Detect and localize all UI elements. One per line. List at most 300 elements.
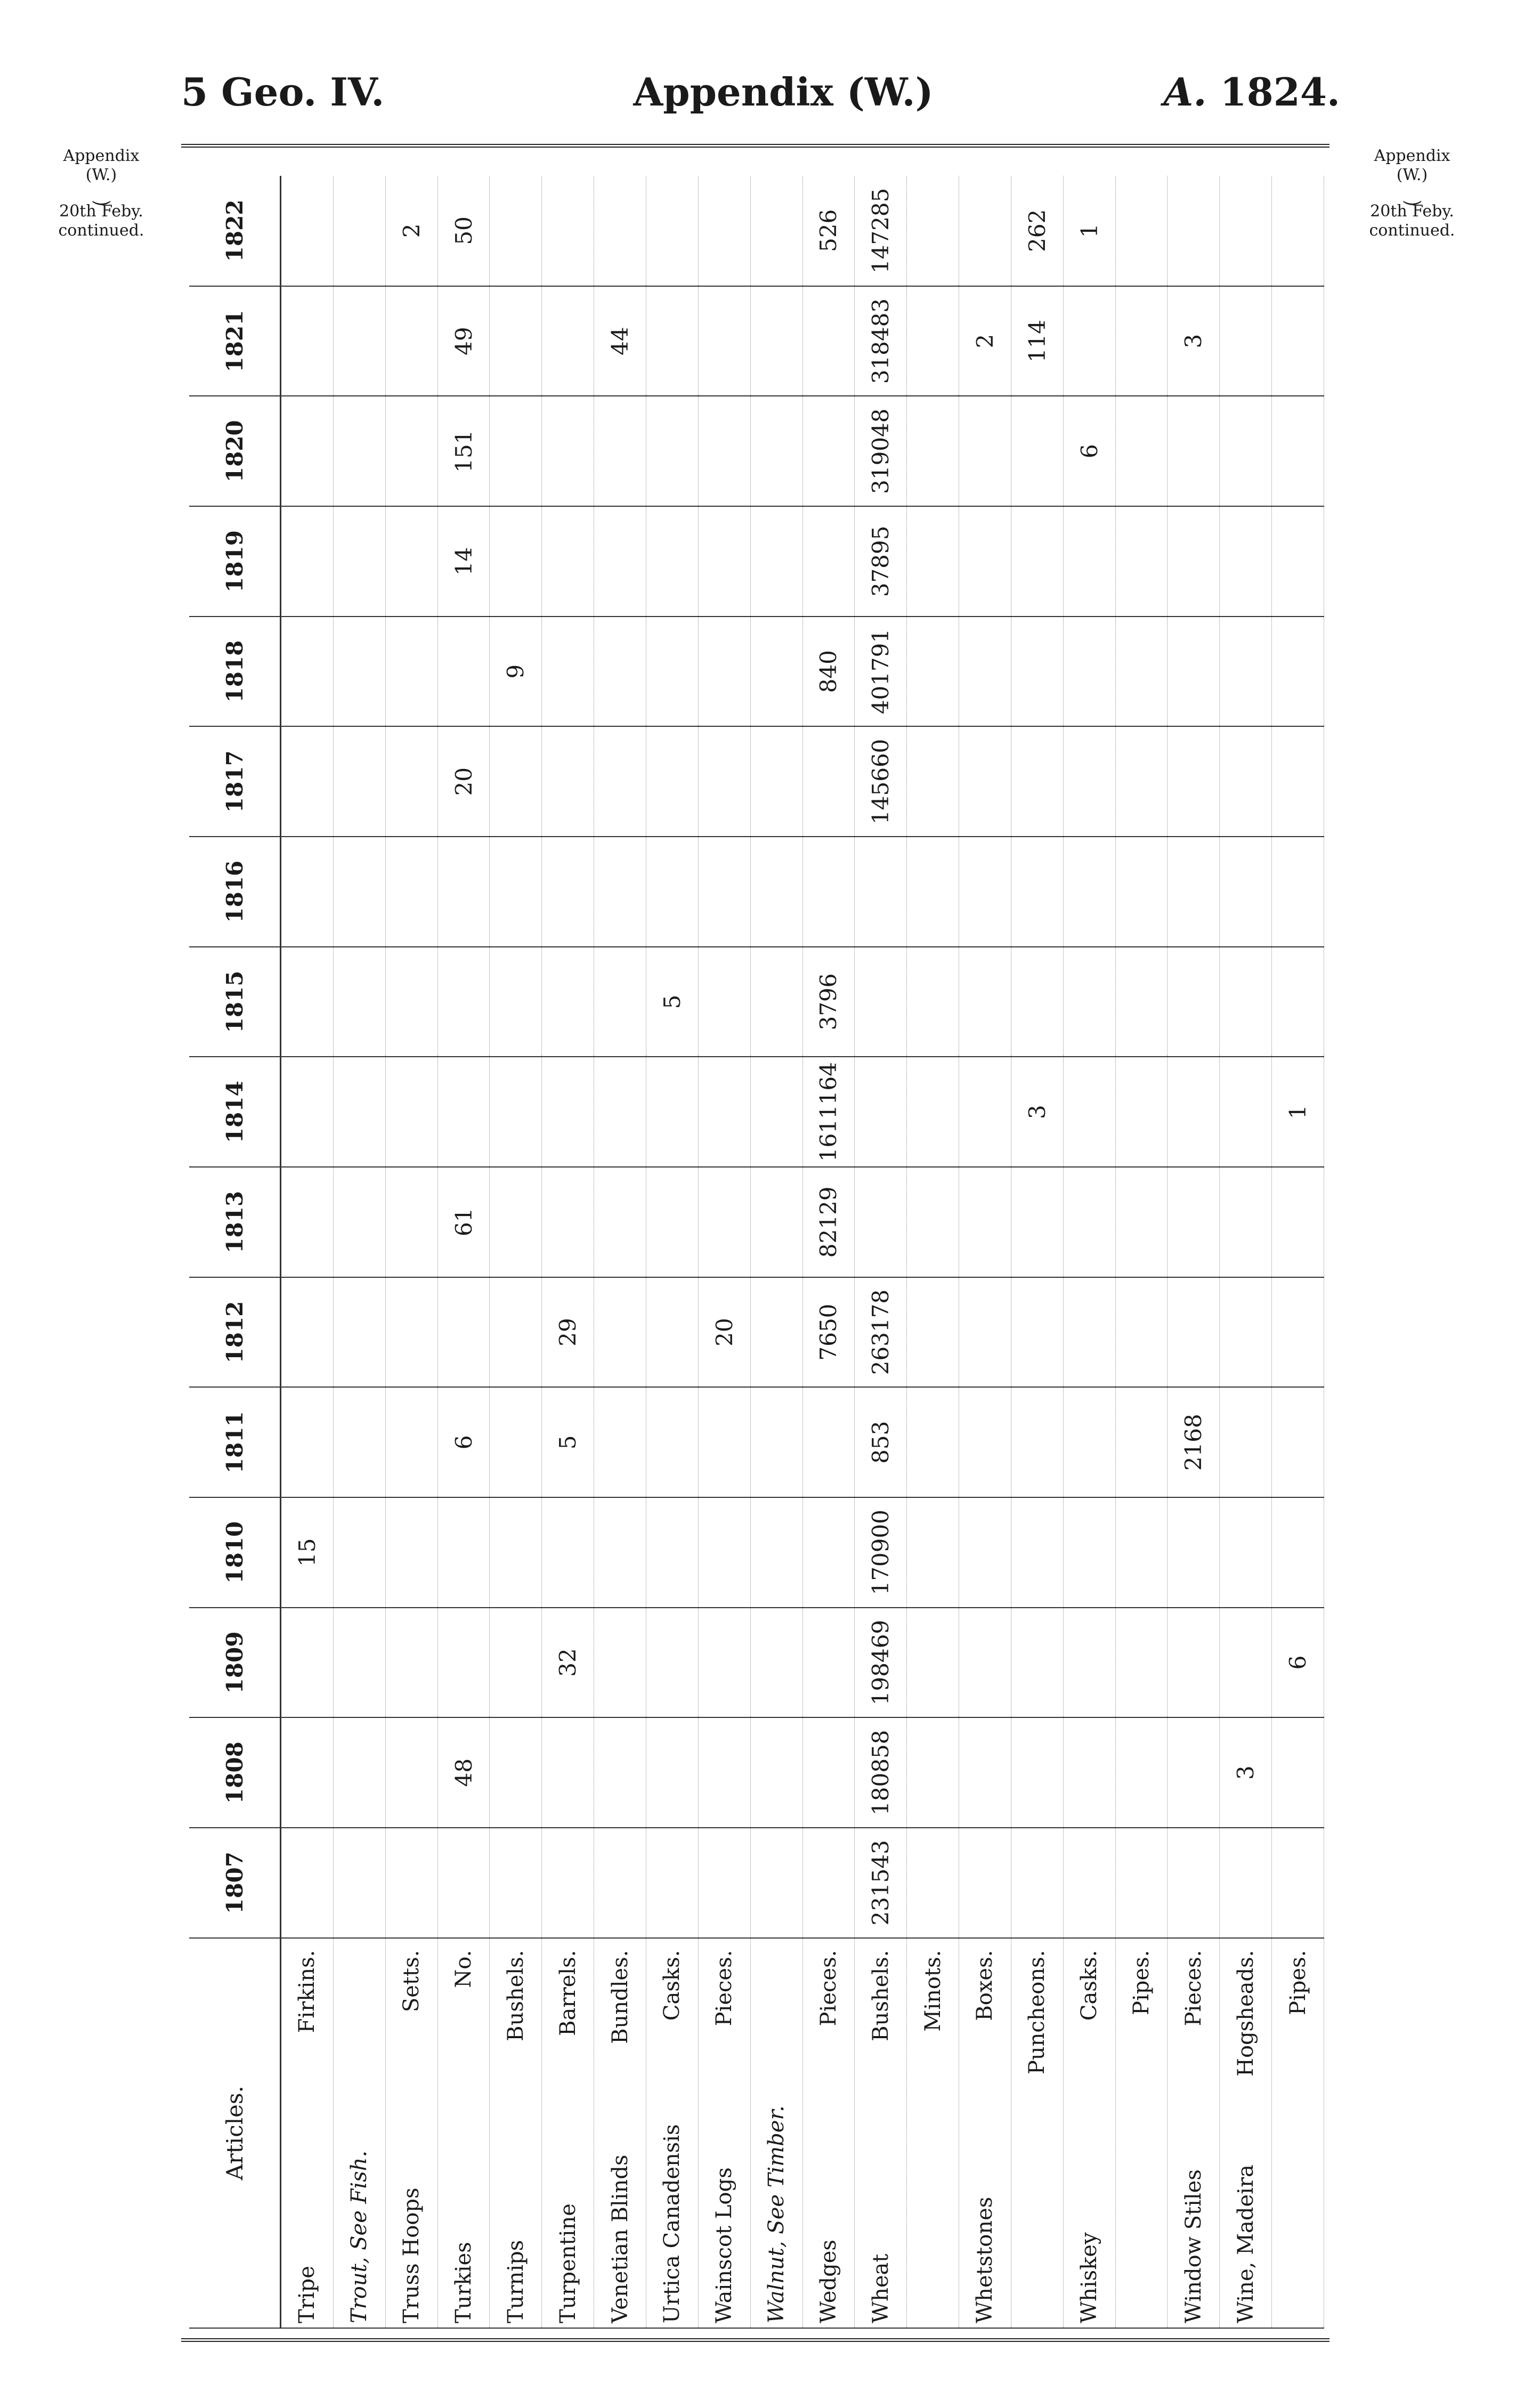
value-cell: 5	[646, 947, 699, 1057]
value-cell	[959, 726, 1011, 837]
value-cell	[542, 726, 594, 837]
article-cell	[594, 1938, 646, 2328]
column-header-year: 1821	[189, 286, 281, 396]
article-unit: No.	[451, 1950, 476, 1988]
value-cell	[959, 617, 1011, 727]
margin-note-appendix: Appendix	[63, 147, 140, 165]
value-cell: 49	[437, 286, 490, 396]
value-cell	[542, 947, 594, 1057]
article-name: Turkies	[451, 2242, 476, 2323]
column-header-year: 1820	[189, 396, 281, 506]
value-cell	[490, 506, 542, 617]
value-cell: 853	[855, 1387, 907, 1497]
value-cell	[1115, 286, 1168, 396]
article-unit: Firkins.	[295, 1950, 320, 2033]
value-cell	[1115, 396, 1168, 506]
exports-table	[189, 176, 1324, 2329]
value-cell	[594, 1828, 646, 1938]
value-cell	[594, 1717, 646, 1828]
value-cell	[698, 726, 750, 837]
value-cell	[333, 1387, 385, 1497]
value-cell: 263178	[855, 1277, 907, 1388]
value-cell	[646, 1717, 699, 1828]
value-cell	[1220, 506, 1272, 617]
value-cell	[333, 617, 385, 727]
margin-note-appendix: Appendix	[1374, 147, 1450, 165]
header-year-letter: A.	[1163, 69, 1207, 115]
margin-note-date: 20th Feby.	[59, 202, 143, 221]
value-cell	[1011, 506, 1063, 617]
value-cell	[542, 396, 594, 506]
article-cell	[1011, 1938, 1063, 2328]
value-cell	[333, 286, 385, 396]
value-cell: 6	[437, 1387, 490, 1497]
value-cell	[646, 1277, 699, 1388]
value-cell	[646, 1608, 699, 1718]
article-cell	[542, 1938, 594, 2328]
value-cell	[281, 1277, 334, 1388]
value-cell	[1063, 837, 1115, 947]
value-cell	[437, 837, 490, 947]
article-cell	[907, 1938, 959, 2328]
value-cell	[646, 1497, 699, 1608]
value-cell	[1115, 1497, 1168, 1608]
article-cell	[490, 1938, 542, 2328]
value-cell	[333, 1608, 385, 1718]
value-cell	[594, 1277, 646, 1388]
value-cell	[437, 1497, 490, 1608]
table-row	[959, 176, 1011, 2328]
value-cell	[385, 837, 437, 947]
value-cell	[1168, 726, 1220, 837]
value-cell	[802, 1608, 855, 1718]
margin-note-w: (W.)	[1396, 166, 1428, 184]
article-unit: Pipes.	[1129, 1950, 1154, 2015]
value-cell	[1063, 617, 1115, 727]
article-name: Truss Hoops	[399, 2187, 424, 2323]
value-cell	[1168, 506, 1220, 617]
column-header-year: 1814	[189, 1057, 281, 1167]
value-cell	[385, 947, 437, 1057]
value-cell	[959, 1497, 1011, 1608]
value-cell	[1011, 726, 1063, 837]
value-cell	[907, 1608, 959, 1718]
value-cell	[907, 506, 959, 617]
value-cell: 7650	[802, 1277, 855, 1388]
article-unit: Pieces.	[712, 1950, 737, 2026]
margin-note-w: (W.)	[85, 166, 117, 184]
value-cell	[959, 1277, 1011, 1388]
value-cell	[750, 1167, 802, 1277]
article-unit: Casks.	[660, 1950, 685, 2021]
value-cell	[594, 617, 646, 727]
table-body	[281, 176, 1324, 2328]
value-cell	[281, 1057, 334, 1167]
value-cell: 401791	[855, 617, 907, 727]
value-cell	[1220, 1057, 1272, 1167]
value-cell	[1168, 1277, 1220, 1388]
article-unit: Bushels.	[503, 1950, 528, 2041]
column-header-year: 1807	[189, 1828, 281, 1938]
value-cell	[1220, 837, 1272, 947]
value-cell	[1115, 837, 1168, 947]
value-cell	[1063, 1277, 1115, 1388]
value-cell: 50	[437, 176, 490, 286]
table-row	[1011, 176, 1063, 2328]
value-cell: 145660	[855, 726, 907, 837]
value-cell	[385, 617, 437, 727]
value-cell	[333, 506, 385, 617]
value-cell	[1272, 837, 1324, 947]
value-cell	[959, 1387, 1011, 1497]
brace-icon: ⏝	[92, 182, 111, 204]
article-name: Venetian Blinds	[607, 2154, 633, 2323]
value-cell	[490, 837, 542, 947]
article-name: Wine, Madeira	[1233, 2164, 1258, 2323]
value-cell	[1011, 1277, 1063, 1388]
value-cell	[542, 506, 594, 617]
value-cell	[1115, 176, 1168, 286]
value-cell: 20	[437, 726, 490, 837]
value-cell	[490, 1277, 542, 1388]
value-cell	[542, 176, 594, 286]
value-cell: 151	[437, 396, 490, 506]
value-cell	[542, 1167, 594, 1277]
top-double-rule	[181, 144, 1330, 148]
value-cell	[1168, 1057, 1220, 1167]
value-cell	[490, 1057, 542, 1167]
value-cell	[959, 1828, 1011, 1938]
article-unit: Bushels.	[868, 1950, 893, 2041]
value-cell	[1272, 1717, 1324, 1828]
value-cell	[542, 1828, 594, 1938]
value-cell: 1	[1063, 176, 1115, 286]
value-cell	[385, 1057, 437, 1167]
value-cell	[698, 617, 750, 727]
value-cell	[698, 1717, 750, 1828]
value-cell: 48	[437, 1717, 490, 1828]
header-title: Appendix (W.)	[633, 69, 934, 115]
table-row	[490, 176, 542, 2328]
article-cell	[281, 1938, 334, 2328]
article-unit: Bundles.	[607, 1950, 633, 2044]
value-cell	[802, 1497, 855, 1608]
value-cell	[1272, 726, 1324, 837]
value-cell: 1611164	[802, 1057, 855, 1167]
article-cell	[437, 1938, 490, 2328]
brace-icon: ⏝	[1403, 182, 1422, 204]
value-cell	[281, 1717, 334, 1828]
value-cell	[333, 947, 385, 1057]
value-cell: 198469	[855, 1608, 907, 1718]
rotated-table-container	[189, 176, 1324, 2329]
value-cell	[1272, 947, 1324, 1057]
value-cell	[1272, 396, 1324, 506]
table-row	[1063, 176, 1115, 2328]
value-cell	[437, 1828, 490, 1938]
table-row	[542, 176, 594, 2328]
table-row	[594, 176, 646, 2328]
article-unit: Pieces.	[1181, 1950, 1206, 2026]
value-cell	[542, 286, 594, 396]
value-cell	[542, 1717, 594, 1828]
table-row	[437, 176, 490, 2328]
value-cell	[698, 1057, 750, 1167]
value-cell	[1168, 947, 1220, 1057]
article-cell	[802, 1938, 855, 2328]
value-cell: 44	[594, 286, 646, 396]
header-year-number: 1824.	[1220, 69, 1340, 115]
value-cell	[1063, 1608, 1115, 1718]
value-cell	[385, 506, 437, 617]
value-cell	[698, 1387, 750, 1497]
margin-note-continued: continued.	[58, 221, 144, 240]
value-cell	[1220, 1497, 1272, 1608]
article-unit: Pieces.	[816, 1950, 841, 2026]
value-cell	[959, 1167, 1011, 1277]
value-cell	[1168, 1608, 1220, 1718]
table-row	[1220, 176, 1272, 2328]
article-cell	[1220, 1938, 1272, 2328]
value-cell: 9	[490, 617, 542, 727]
value-cell	[802, 1828, 855, 1938]
value-cell	[594, 1387, 646, 1497]
table-row	[1272, 176, 1324, 2328]
article-unit: Puncheons.	[1025, 1950, 1050, 2075]
value-cell	[385, 286, 437, 396]
value-cell	[907, 1057, 959, 1167]
value-cell	[490, 1608, 542, 1718]
value-cell	[1115, 617, 1168, 727]
table-row	[385, 176, 437, 2328]
header-year	[1164, 69, 1340, 128]
value-cell	[1220, 617, 1272, 727]
value-cell	[750, 1497, 802, 1608]
column-header-year: 1822	[189, 176, 281, 286]
value-cell: 147285	[855, 176, 907, 286]
value-cell	[802, 396, 855, 506]
value-cell	[646, 1057, 699, 1167]
value-cell	[907, 1387, 959, 1497]
value-cell	[959, 1717, 1011, 1828]
article-name: Wheat	[868, 2253, 893, 2323]
value-cell	[1063, 1828, 1115, 1938]
article-name: Trout, See Fish.	[347, 2150, 372, 2323]
article-cell	[1272, 1938, 1324, 2328]
article-unit: Boxes.	[972, 1950, 998, 2021]
value-cell	[646, 837, 699, 947]
value-cell	[959, 506, 1011, 617]
value-cell	[1272, 1497, 1324, 1608]
value-cell	[281, 947, 334, 1057]
value-cell	[907, 1497, 959, 1608]
value-cell	[1115, 947, 1168, 1057]
value-cell	[1272, 1277, 1324, 1388]
value-cell: 14	[437, 506, 490, 617]
value-cell	[594, 506, 646, 617]
value-cell	[594, 726, 646, 837]
value-cell	[1115, 726, 1168, 837]
value-cell	[1115, 506, 1168, 617]
value-cell	[907, 837, 959, 947]
value-cell	[1115, 1387, 1168, 1497]
article-name: Turpentine	[555, 2203, 580, 2323]
value-cell: 3	[1168, 286, 1220, 396]
value-cell	[1011, 837, 1063, 947]
column-header-year: 1819	[189, 506, 281, 617]
value-cell	[646, 1167, 699, 1277]
value-cell	[698, 837, 750, 947]
column-header-year: 1810	[189, 1497, 281, 1608]
value-cell	[385, 1828, 437, 1938]
value-cell: 15	[281, 1497, 334, 1608]
value-cell	[1168, 1717, 1220, 1828]
value-cell: 32	[542, 1608, 594, 1718]
value-cell	[1168, 1828, 1220, 1938]
value-cell	[385, 726, 437, 837]
value-cell	[646, 286, 699, 396]
value-cell	[698, 286, 750, 396]
value-cell	[1011, 1608, 1063, 1718]
value-cell	[698, 506, 750, 617]
value-cell	[1272, 1387, 1324, 1497]
value-cell	[333, 1717, 385, 1828]
value-cell	[1220, 286, 1272, 396]
value-cell	[1011, 1497, 1063, 1608]
value-cell	[698, 947, 750, 1057]
value-cell	[1168, 1167, 1220, 1277]
table-row	[907, 176, 959, 2328]
value-cell	[542, 1057, 594, 1167]
value-cell: 170900	[855, 1497, 907, 1608]
article-name: Tripe	[295, 2266, 320, 2323]
value-cell	[281, 1828, 334, 1938]
value-cell	[646, 396, 699, 506]
value-cell	[542, 837, 594, 947]
value-cell	[1220, 1167, 1272, 1277]
value-cell	[802, 837, 855, 947]
value-cell	[646, 1828, 699, 1938]
value-cell	[646, 1387, 699, 1497]
value-cell: 61	[437, 1167, 490, 1277]
value-cell	[281, 837, 334, 947]
value-cell: 20	[698, 1277, 750, 1388]
value-cell	[1115, 1608, 1168, 1718]
value-cell	[1063, 1057, 1115, 1167]
table-row	[281, 176, 334, 2328]
column-header-year: 1811	[189, 1387, 281, 1497]
table-header-row	[189, 176, 281, 2328]
value-cell	[646, 176, 699, 286]
value-cell	[1063, 947, 1115, 1057]
value-cell	[698, 176, 750, 286]
value-cell	[281, 176, 334, 286]
value-cell	[1063, 506, 1115, 617]
value-cell	[646, 726, 699, 837]
value-cell	[750, 726, 802, 837]
article-name: Whiskey	[1077, 2232, 1102, 2323]
value-cell	[646, 506, 699, 617]
article-unit: Setts.	[399, 1950, 424, 2013]
value-cell	[1272, 617, 1324, 727]
value-cell	[281, 396, 334, 506]
value-cell	[385, 1717, 437, 1828]
value-cell	[855, 837, 907, 947]
value-cell	[907, 726, 959, 837]
value-cell: 262	[1011, 176, 1063, 286]
value-cell	[490, 947, 542, 1057]
column-header-year: 1809	[189, 1608, 281, 1718]
value-cell	[542, 617, 594, 727]
table-row	[646, 176, 699, 2328]
value-cell	[855, 1167, 907, 1277]
table-row	[698, 176, 750, 2328]
value-cell	[281, 1387, 334, 1497]
value-cell: 3	[1011, 1057, 1063, 1167]
value-cell	[1220, 1387, 1272, 1497]
value-cell	[1272, 1828, 1324, 1938]
value-cell	[385, 1497, 437, 1608]
value-cell	[437, 617, 490, 727]
value-cell: 82129	[802, 1167, 855, 1277]
value-cell	[490, 1497, 542, 1608]
value-cell	[698, 1828, 750, 1938]
table-row	[802, 176, 855, 2328]
table-row	[855, 176, 907, 2328]
value-cell: 319048	[855, 396, 907, 506]
value-cell: 231543	[855, 1828, 907, 1938]
value-cell: 1	[1272, 1057, 1324, 1167]
value-cell	[437, 1057, 490, 1167]
article-name: Wainscot Logs	[712, 2167, 737, 2323]
article-name: Wedges	[816, 2240, 841, 2323]
column-header-year: 1818	[189, 617, 281, 727]
value-cell: 3	[1220, 1717, 1272, 1828]
article-cell	[1115, 1938, 1168, 2328]
value-cell	[802, 286, 855, 396]
value-cell	[333, 1277, 385, 1388]
value-cell	[490, 1387, 542, 1497]
value-cell	[594, 947, 646, 1057]
value-cell: 6	[1272, 1608, 1324, 1718]
value-cell	[802, 726, 855, 837]
value-cell	[281, 286, 334, 396]
value-cell: 114	[1011, 286, 1063, 396]
value-cell	[594, 1608, 646, 1718]
value-cell	[855, 1057, 907, 1167]
value-cell: 6	[1063, 396, 1115, 506]
value-cell	[959, 396, 1011, 506]
value-cell	[802, 506, 855, 617]
value-cell	[750, 837, 802, 947]
value-cell: 2	[959, 286, 1011, 396]
value-cell	[1220, 176, 1272, 286]
value-cell: 29	[542, 1277, 594, 1388]
value-cell	[333, 1828, 385, 1938]
value-cell	[750, 506, 802, 617]
value-cell	[959, 1608, 1011, 1718]
article-cell	[333, 1938, 385, 2328]
value-cell	[490, 1828, 542, 1938]
article-cell	[855, 1938, 907, 2328]
value-cell	[750, 1277, 802, 1388]
article-unit: Casks.	[1077, 1950, 1102, 2021]
value-cell	[646, 617, 699, 727]
value-cell	[1168, 617, 1220, 727]
article-cell	[1063, 1938, 1115, 2328]
value-cell	[698, 1608, 750, 1718]
value-cell	[1063, 1387, 1115, 1497]
